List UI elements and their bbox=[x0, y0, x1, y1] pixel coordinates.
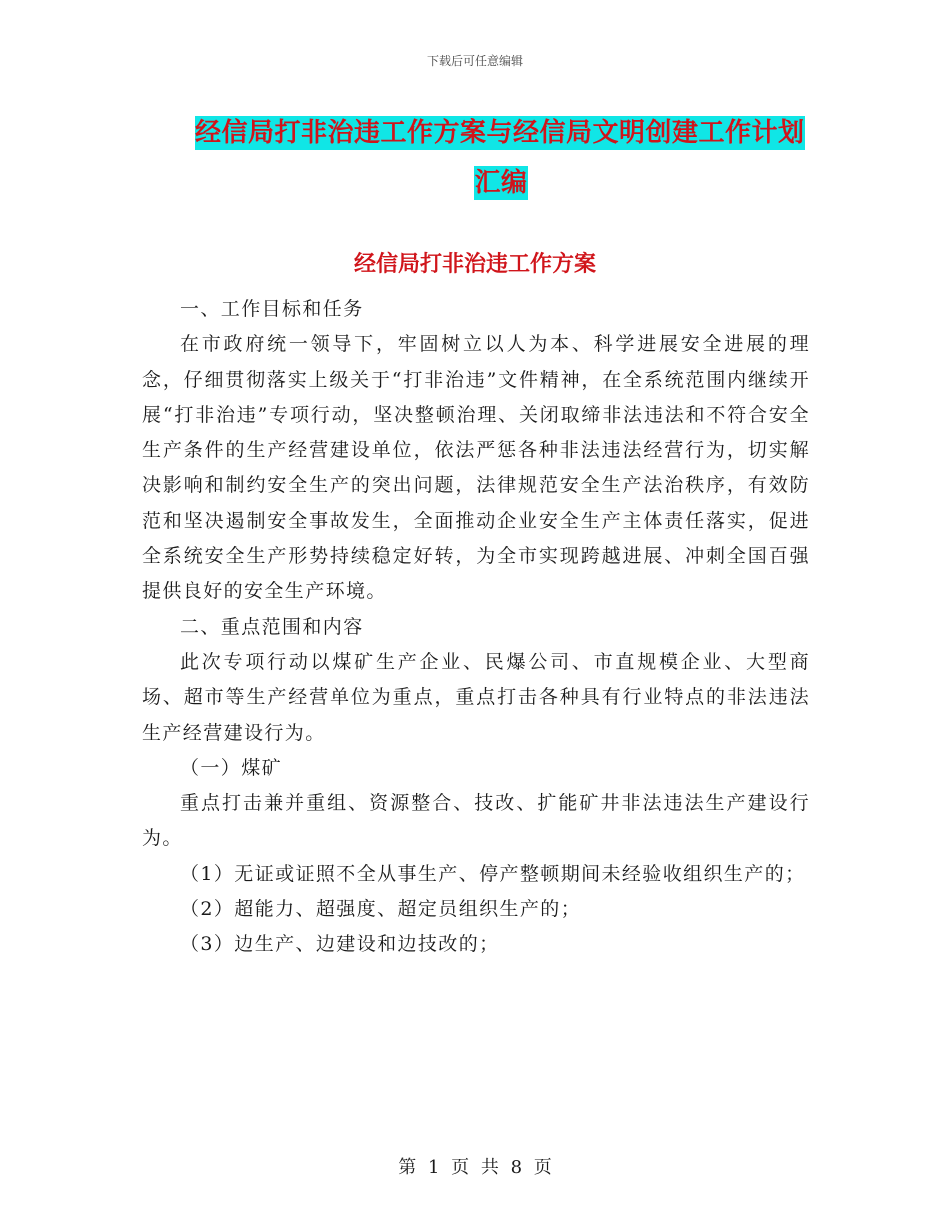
title-line-2: 汇编 bbox=[474, 168, 528, 198]
section-title: 经信局打非治违工作方案 bbox=[353, 251, 596, 277]
document-body bbox=[142, 292, 810, 963]
page-number: 第 1 页 共 8 页 bbox=[398, 1157, 552, 1178]
document-title bbox=[195, 108, 807, 208]
list-item-2: （2）超能力、超强度、超定员组织生产的； bbox=[180, 898, 582, 921]
header-note: 下载后可任意编辑 bbox=[426, 54, 523, 68]
heading-coal-mine: （一）煤矿 bbox=[180, 756, 283, 779]
paragraph-coal-mine: 重点打击兼并重组、资源整合、技改、扩能矿井非法违法生产建设行为。 bbox=[142, 792, 810, 850]
paragraph-goals: 在市政府统一领导下，牢固树立以人为本、科学进展安全进展的理念，仔细贯彻落实上级关于“打非治违”文件精神，在全系统范围内继续开展“打非治违”专项行动，坚决整顿治理、关闭取缔非法违法和不符合安全生产条件的生产经营建设单位，依法严惩各种非法违法经营行为，切实解决影响和制约安全生产的突出问题，法律规范安全生产法治秩序，有效防范和坚决遏制安全事故发生，全面推动企业安全生产主体责任落实，促进全系统安全生产形势持续稳定好转，为全市实现跨越进展、冲刺全国百强提供良好的安全生产环境。 bbox=[142, 333, 810, 603]
heading-goals: 一、工作目标和任务 bbox=[180, 298, 364, 320]
heading-scope: 二、重点范围和内容 bbox=[180, 615, 364, 638]
title-line-1: 经信局打非治违工作方案与经信局文明创建工作计划 bbox=[195, 118, 805, 148]
list-item-3: （3）边生产、边建设和边技改的； bbox=[180, 933, 500, 956]
list-item-1: （1）无证或证照不全从事生产、停产整顿期间未经验收组织生产的； bbox=[180, 862, 806, 885]
paragraph-scope: 此次专项行动以煤矿生产企业、民爆公司、市直规模企业、大型商场、超市等生产经营单位为重点，重点打击各种具有行业特点的非法违法生产经营建设行为。 bbox=[142, 650, 810, 744]
